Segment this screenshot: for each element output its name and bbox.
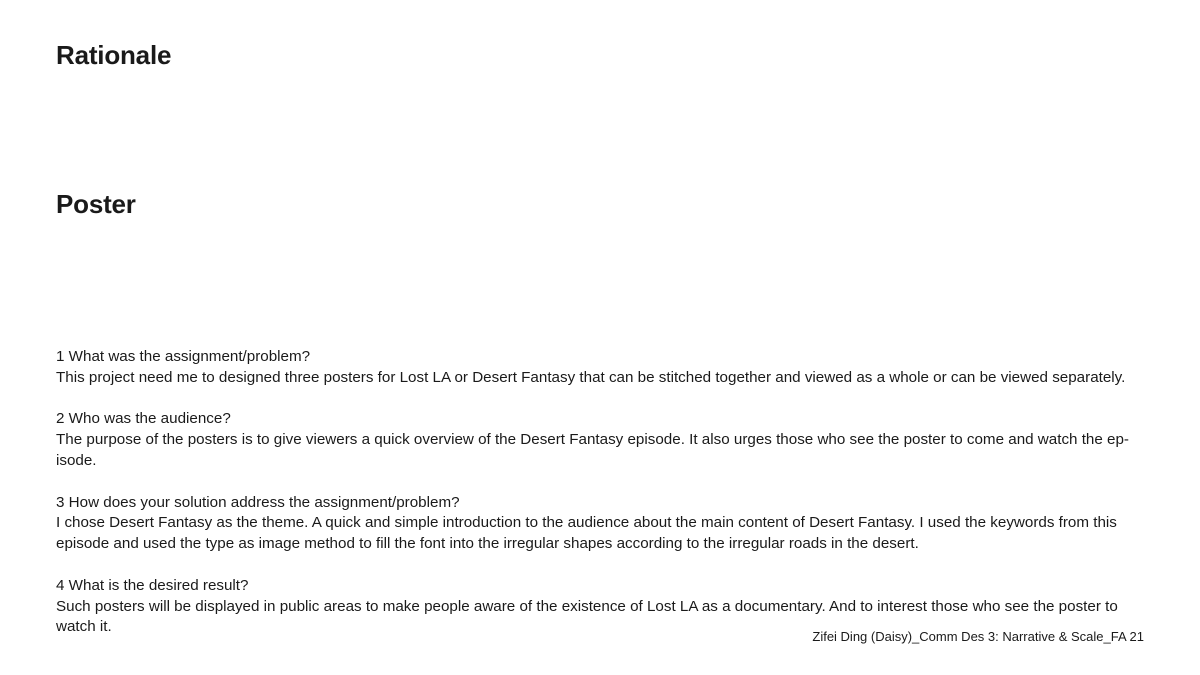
qa-question: 4 What is the desired result? bbox=[56, 576, 249, 594]
qa-answer: This project need me to designed three posters for Lost LA or Desert Fantasy that can be stitched together and viewed as a whole or can be viewed separately. bbox=[56, 368, 1126, 386]
qa-question: 1 What was the assignment/problem? bbox=[56, 348, 311, 365]
qa-answer: Such posters will be displayed in public areas to make people aware of the existence of Lost LA as a documentary. And to interest those who see the poster to watch it. bbox=[56, 597, 1118, 636]
qa-section bbox=[56, 347, 1148, 638]
qa-question: 2 Who was the audience? bbox=[56, 410, 231, 428]
qa-item-3 bbox=[56, 493, 1148, 555]
qa-answer: The purpose of the posters is to give viewers a quick overview of the Desert Fantasy episode. It also urges those who see the poster to come and watch the ep-isode. bbox=[56, 431, 1129, 469]
rationale-heading: Rationale bbox=[56, 40, 172, 70]
qa-item-1 bbox=[56, 347, 1148, 389]
footer-credit: Zifei Ding (Daisy)_Comm Des 3: Narrative & Scale_FA 21 bbox=[812, 629, 1144, 644]
qa-answer: I chose Desert Fantasy as the theme. A quick and simple introduction to the audience about the main content of Desert Fantasy. I used the keywords from this episode and used the type as image method to fill the font into the irregular shapes according to the irregular roads in the desert. bbox=[56, 514, 1117, 553]
qa-question: 3 How does your solution address the assignment/problem? bbox=[56, 493, 460, 511]
poster-heading: Poster bbox=[56, 189, 136, 219]
qa-item-2 bbox=[56, 409, 1148, 471]
